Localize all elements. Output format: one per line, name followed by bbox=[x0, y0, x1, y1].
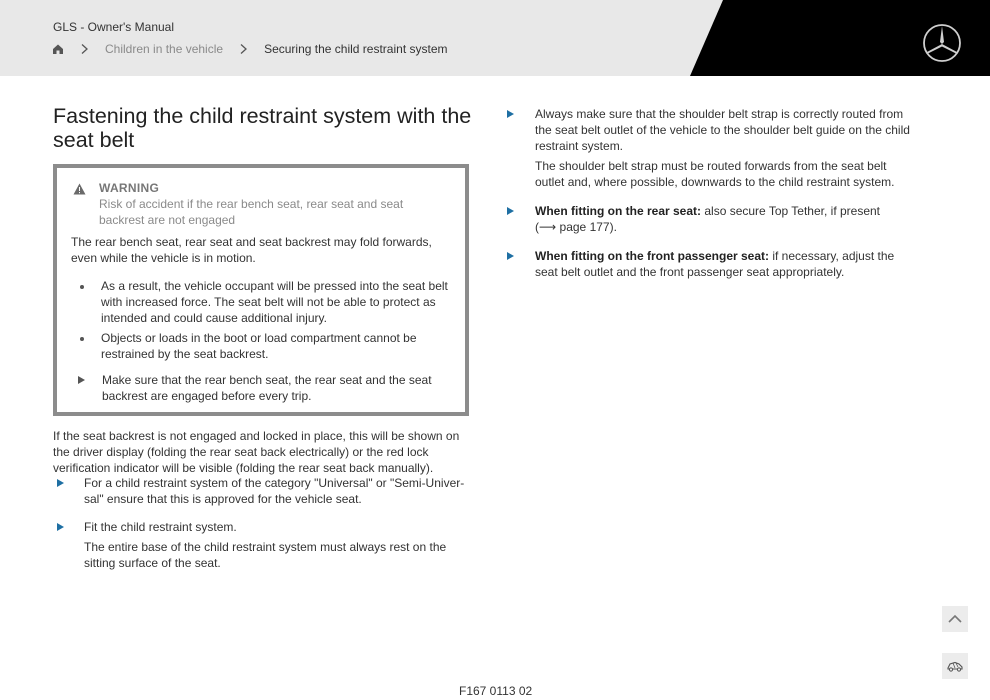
manual-title: GLS - Owner's Manual bbox=[53, 20, 175, 34]
chevron-right-icon bbox=[237, 43, 251, 55]
step-subtext: The entire base of the child restraint system must always rest on the sitting surface of the seat. bbox=[84, 540, 447, 570]
warning-action-text: Make sure that the rear bench seat, the rear seat and the seat backrest are engaged before every trip. bbox=[102, 373, 432, 403]
step-text: Fit the child restraint system. bbox=[84, 520, 237, 534]
warning-label: WARNING bbox=[99, 181, 160, 195]
page-title: Fastening the child restraint system with the seat belt bbox=[53, 104, 472, 152]
warning-box bbox=[53, 164, 469, 416]
home-icon[interactable] bbox=[52, 43, 64, 55]
arrow-right-icon bbox=[57, 479, 64, 487]
chevron-right-icon bbox=[78, 43, 92, 55]
right-steps bbox=[507, 106, 919, 280]
arrow-right-icon bbox=[507, 110, 514, 118]
warning-header bbox=[71, 180, 451, 228]
warning-intro: The rear bench seat, rear seat and seat backrest may fold forwards, even while the vehicle is in motion. bbox=[71, 235, 432, 265]
image-code: F167 0113 02 bbox=[459, 684, 533, 698]
arrow-right-icon bbox=[507, 207, 514, 215]
left-steps bbox=[53, 475, 468, 571]
warning-subtitle: Risk of accident if the rear bench seat, rear seat and seat backrest are not engaged bbox=[99, 197, 404, 227]
page-reference-link[interactable]: (⟶ page 177). bbox=[535, 220, 617, 234]
step-item bbox=[507, 203, 919, 235]
scroll-top-button[interactable] bbox=[942, 606, 968, 632]
mercedes-star-logo bbox=[922, 23, 962, 63]
car-icon bbox=[946, 659, 964, 673]
step-text-rest: if necessary, adjust the seat belt outlet and the front passenger seat appropriately. bbox=[535, 249, 895, 279]
header bbox=[0, 0, 990, 76]
breadcrumb-item-children[interactable]: Children in the vehicle bbox=[105, 42, 224, 56]
step-text bbox=[535, 248, 919, 280]
chevron-up-icon bbox=[947, 612, 963, 626]
arrow-right-icon bbox=[78, 376, 85, 384]
step-subtext: The shoulder belt strap must be routed forwards from the seat belt outlet and, where possible, downwards to the child restraint system. bbox=[535, 159, 895, 189]
breadcrumb-item-current: Securing the child restraint system bbox=[264, 42, 448, 56]
step-item bbox=[507, 248, 919, 280]
warning-bullets bbox=[71, 278, 451, 362]
warning-triangle-icon bbox=[73, 183, 86, 195]
step-item bbox=[53, 519, 468, 571]
step-text bbox=[535, 203, 919, 219]
step-bold-label: When fitting on the front passenger seat: bbox=[535, 249, 770, 263]
vehicle-button[interactable] bbox=[942, 653, 968, 679]
step-item bbox=[507, 106, 919, 190]
step-item bbox=[53, 475, 468, 507]
step-text: For a child restraint system of the category "Universal" or "Semi-Univer-sal" ensure that this is approved for the vehicle seat. bbox=[84, 476, 465, 506]
step-bold-label: When fitting on the rear seat: bbox=[535, 204, 702, 218]
step-text: Always make sure that the shoulder belt strap is correctly routed from the seat belt outlet of the vehicle to the shoulder belt guide on the child restraint system. bbox=[535, 107, 910, 153]
arrow-right-icon bbox=[507, 252, 514, 260]
warning-action bbox=[71, 372, 451, 404]
arrow-right-icon bbox=[57, 523, 64, 531]
lock-indicator-paragraph: If the seat backrest is not engaged and locked in place, this will be shown on the driver display (folding the rear seat back electrically) or the red lock verification indicator will be visible (folding the rear seat back manually). bbox=[53, 429, 460, 475]
breadcrumb bbox=[52, 42, 448, 56]
step-text-rest: also secure Top Tether, if present bbox=[701, 204, 881, 218]
list-item: Objects or loads in the boot or load compartment cannot be restrained by the seat backrest. bbox=[71, 330, 451, 362]
list-item: As a result, the vehicle occupant will be pressed into the seat belt with increased force. The seat belt will not be able to protect as intended and could cause additional injury. bbox=[71, 278, 451, 326]
